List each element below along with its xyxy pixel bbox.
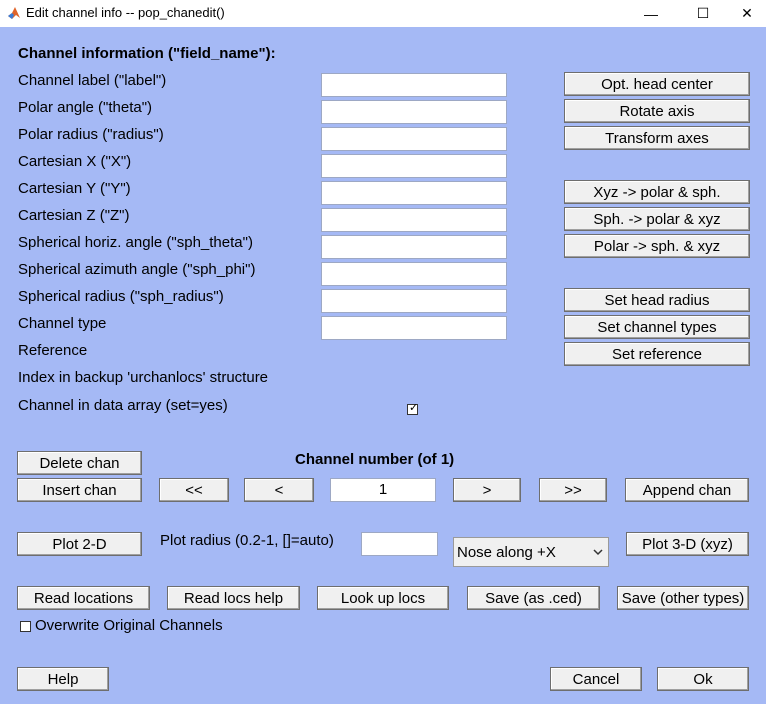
section-title: Channel information ("field_name"):: [18, 45, 276, 62]
label-cartesian-y: Cartesian Y ("Y"): [18, 180, 131, 197]
xyz-to-polar-button[interactable]: Xyz -> polar & sph.: [564, 180, 750, 204]
save-other-types-button[interactable]: Save (other types): [617, 586, 749, 610]
sph-radius-field[interactable]: [321, 289, 507, 313]
label-sph-theta: Spherical horiz. angle ("sph_theta"): [18, 234, 253, 251]
chevron-down-icon: [592, 544, 604, 560]
polar-to-sph-button[interactable]: Polar -> sph. & xyz: [564, 234, 750, 258]
transform-axes-button[interactable]: Transform axes: [564, 126, 750, 150]
set-head-radius-button[interactable]: Set head radius: [564, 288, 750, 312]
overwrite-label: Overwrite Original Channels: [35, 617, 223, 634]
delete-chan-button[interactable]: Delete chan: [17, 451, 142, 475]
dialog-content: [0, 27, 766, 704]
close-button[interactable]: [724, 0, 766, 27]
insert-chan-button[interactable]: Insert chan: [17, 478, 142, 502]
look-up-locs-button[interactable]: Look up locs: [317, 586, 449, 610]
label-in-data-array: Channel in data array (set=yes): [18, 397, 228, 414]
label-channel-label: Channel label ("label"): [18, 72, 167, 89]
polar-radius-field[interactable]: [321, 127, 507, 151]
in-data-array-checkbox[interactable]: [407, 404, 418, 415]
label-reference: Reference: [18, 342, 88, 359]
channel-type-field[interactable]: [321, 316, 507, 340]
save-ced-button[interactable]: Save (as .ced): [467, 586, 600, 610]
window-title: Edit channel info -- pop_chanedit(): [26, 5, 225, 20]
label-polar-angle: Polar angle ("theta"): [18, 99, 153, 116]
channel-label-field[interactable]: [321, 73, 507, 97]
matlab-icon: [7, 6, 21, 20]
append-chan-button[interactable]: Append chan: [625, 478, 749, 502]
cartesian-y-field[interactable]: [321, 181, 507, 205]
label-polar-radius: Polar radius ("radius"): [18, 126, 164, 143]
next-channel-button[interactable]: >: [453, 478, 521, 502]
set-reference-button[interactable]: Set reference: [564, 342, 750, 366]
nose-direction-select[interactable]: [453, 537, 609, 567]
channel-number-field[interactable]: 1: [330, 478, 436, 502]
prev-channel-button[interactable]: <: [244, 478, 314, 502]
opt-head-center-button[interactable]: Opt. head center: [564, 72, 750, 96]
cartesian-x-field[interactable]: [321, 154, 507, 178]
help-button[interactable]: Help: [17, 667, 109, 691]
set-channel-types-button[interactable]: Set channel types: [564, 315, 750, 339]
label-cartesian-z: Cartesian Z ("Z"): [18, 207, 130, 224]
sph-to-polar-button[interactable]: Sph. -> polar & xyz: [564, 207, 750, 231]
sph-theta-field[interactable]: [321, 235, 507, 259]
channel-number-title: Channel number (of 1): [295, 451, 455, 468]
sph-phi-field[interactable]: [321, 262, 507, 286]
ok-button[interactable]: Ok: [657, 667, 749, 691]
label-urchan-index: Index in backup 'urchanlocs' structure: [18, 369, 269, 386]
last-channel-button[interactable]: >>: [539, 478, 607, 502]
minimize-icon: —: [644, 5, 658, 22]
rotate-axis-button[interactable]: Rotate axis: [564, 99, 750, 123]
title-bar: [0, 0, 766, 27]
checkmark-icon: ✓: [409, 402, 419, 414]
polar-angle-field[interactable]: [321, 100, 507, 124]
read-locations-button[interactable]: Read locations: [17, 586, 150, 610]
plot-radius-label: Plot radius (0.2-1, []=auto): [160, 532, 334, 549]
maximize-icon: ☐: [696, 5, 710, 21]
read-locs-help-button[interactable]: Read locs help: [167, 586, 300, 610]
plot-2d-button[interactable]: Plot 2-D: [17, 532, 142, 556]
plot-3d-button[interactable]: Plot 3-D (xyz): [626, 532, 749, 556]
cancel-button[interactable]: Cancel: [550, 667, 642, 691]
label-sph-phi: Spherical azimuth angle ("sph_phi"): [18, 261, 256, 278]
overwrite-checkbox[interactable]: [20, 621, 31, 632]
cartesian-z-field[interactable]: [321, 208, 507, 232]
label-sph-radius: Spherical radius ("sph_radius"): [18, 288, 224, 305]
maximize-button[interactable]: [680, 0, 726, 27]
minimize-button[interactable]: [628, 0, 674, 27]
label-channel-type: Channel type: [18, 315, 107, 332]
first-channel-button[interactable]: <<: [159, 478, 229, 502]
close-icon: ✕: [741, 5, 753, 21]
plot-radius-field[interactable]: [361, 532, 438, 556]
label-cartesian-x: Cartesian X ("X"): [18, 153, 132, 170]
nose-direction-value: Nose along +X: [457, 543, 556, 561]
